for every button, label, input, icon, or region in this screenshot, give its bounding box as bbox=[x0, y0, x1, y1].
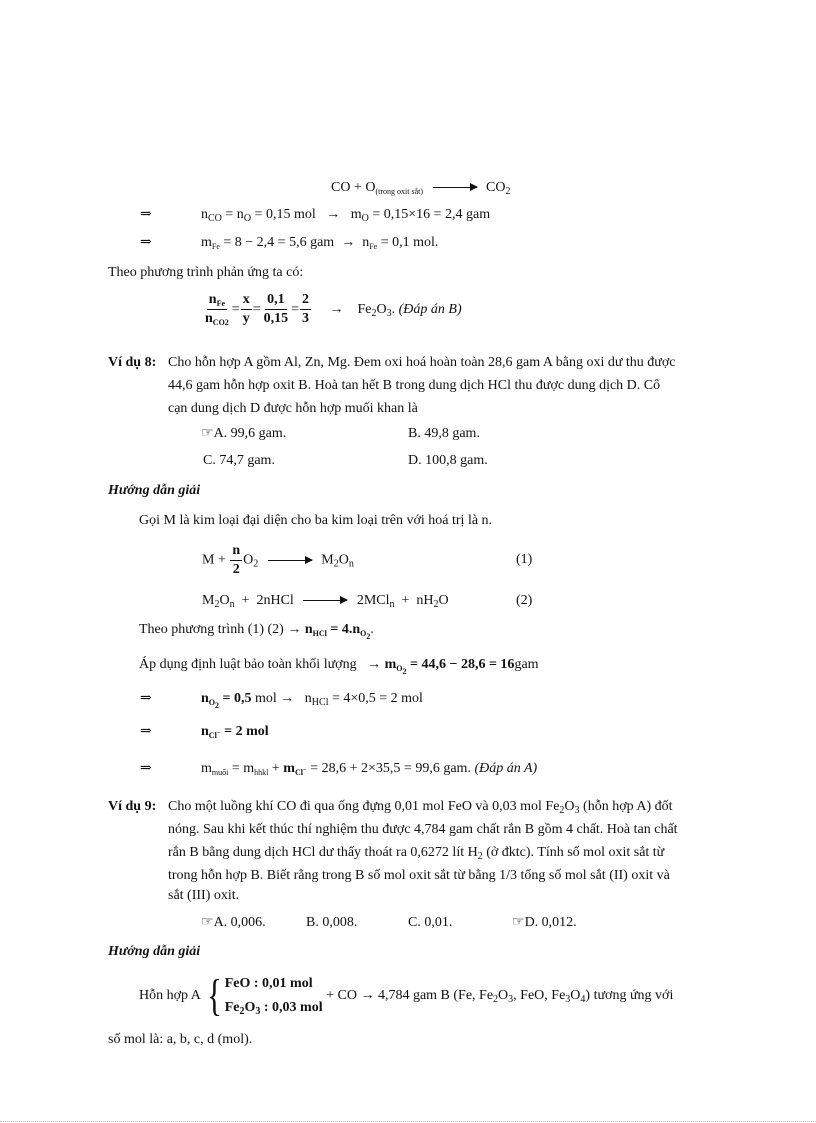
solution-heading-8: Hướng dẫn giải bbox=[108, 483, 201, 498]
implies-line-5 bbox=[140, 759, 152, 779]
last-line: số mol là: a, b, c, d (mol). bbox=[108, 1032, 253, 1047]
ratio-formula: $\frac{n_{Fe}}{n_{CO2}}$ = $\frac{x}{y}$ = $\frac{0,1}{0,15}$ = $\frac{2}{3}$ → $Fe_2O_3$. (Đáp án B) bbox=[205, 292, 462, 328]
ap-dung: Áp dụng định luật bảo toàn khối lượng → $m_{O_2} = 44,6 - 28,6 = 16gam$ bbox=[139, 657, 539, 676]
calc-n-o2: $n_{O_2} = 0,5$ mol → $n_{HCl} = 4\times 0,5 = 2$ mol bbox=[201, 691, 423, 710]
example-9-line-5: sắt (III) oxit. bbox=[168, 888, 240, 903]
option-b: B. 49,8 gam. bbox=[408, 426, 480, 441]
theo-text: Theo phương trình phản ứng ta có: bbox=[108, 265, 304, 280]
reaction-co: CO + $O_{(trong oxit sắt)}$ $CO_2$ bbox=[331, 180, 511, 197]
equation-2-number: (2) bbox=[516, 593, 533, 608]
arrow-icon bbox=[268, 560, 312, 561]
solution-heading-9: Hướng dẫn giải bbox=[108, 944, 201, 959]
option-a: ☞A. 99,6 gam. bbox=[201, 426, 287, 441]
option-c-9: C. 0,01. bbox=[408, 915, 453, 930]
example-8-label: Ví dụ 8: bbox=[108, 355, 157, 370]
implies-icon: ⇒ bbox=[140, 724, 152, 739]
example-8-line-2: 44,6 gam hỗn hợp oxit B. Hoà tan hết B trong dung dịch HCl thu được dung dịch D. Cô bbox=[168, 378, 661, 393]
implies-line-4 bbox=[140, 722, 152, 742]
example-8-line-1: Cho hỗn hợp A gồm Al, Zn, Mg. Đem oxi hoá hoàn toàn 28,6 gam A bằng oxi dư thu được bbox=[168, 355, 676, 370]
correct-mark-icon: ☞ bbox=[201, 426, 214, 441]
arrow-icon bbox=[303, 600, 347, 601]
example-9-line-2: nóng. Sau khi kết thúc thí nghiệm thu được 4,784 gam chất rắn B gồm 4 chất. Hoà tan chất bbox=[168, 822, 678, 837]
calc-m-fe: $m_{Fe} = 8 - 2,4 = 5,6$ gam → $n_{Fe} = 0,1$ mol. bbox=[201, 235, 439, 251]
page-bottom-divider bbox=[0, 1121, 816, 1122]
example-9-line-1: Cho một luồng khí CO đi qua ống đựng 0,01 mol FeO và 0,03 mol $Fe_2O_3$ (hỗn hợp A) đốt bbox=[168, 799, 673, 816]
option-a-9: ☞A. 0,006. bbox=[201, 915, 266, 930]
example-9-line-3: rắn B bằng dung dịch HCl dư thấy thoát ra 0,6272 lít $H_2$ (ở đktc). Tính số mol oxit sắt từ bbox=[168, 845, 665, 862]
implies-icon: ⇒ bbox=[140, 207, 152, 222]
implies-icon: ⇒ bbox=[140, 691, 152, 706]
implies-icon: ⇒ bbox=[140, 235, 152, 250]
implies-line-2 bbox=[140, 233, 152, 253]
calc-n-o: $n_{CO} = n_O = 0,15$ mol → $m_O = 0,15\times 16 = 2,4$ gam bbox=[201, 207, 491, 224]
correct-mark-icon: ☞ bbox=[512, 915, 525, 930]
option-d-9: ☞D. 0,012. bbox=[512, 915, 577, 930]
theo-pt: Theo phương trình (1) $(2) \to n_{HCl} = 4.n_{O_2}$. bbox=[139, 622, 374, 641]
implies-icon: ⇒ bbox=[140, 761, 152, 776]
calc-n-cl: $n_{Cl^-} = 2$ mol bbox=[201, 724, 269, 740]
example-9-line-4: trong hỗn hợp B. Biết rằng trong B số mol oxit sắt từ bằng 1/3 tổng số mol sắt (II) oxit và bbox=[168, 868, 670, 883]
arrow-icon bbox=[433, 187, 477, 188]
example-9-label: Ví dụ 9: bbox=[108, 799, 157, 814]
mixture-system: Hỗn hợp A { FeO : 0,01 mol $Fe_2O_3$ : 0,03 mol + CO → 4,784 gam B (Fe, $Fe_2O_3$, FeO, $Fe_3O_4$) tương ứng với bbox=[139, 970, 674, 1020]
option-b-9: B. 0,008. bbox=[306, 915, 358, 930]
implies-line-1 bbox=[140, 205, 152, 225]
option-d: D. 100,8 gam. bbox=[408, 453, 488, 468]
implies-line-3 bbox=[140, 689, 152, 709]
goi-text: Gọi M là kim loại đại diện cho ba kim loại trên với hoá trị là n. bbox=[139, 513, 493, 528]
calc-muoi: $m_{muối} = m_{hhkl} + m_{Cl^-} = 28,6 + 2\times 35,5 = 99,6$ gam. (Đáp án A) bbox=[201, 761, 538, 777]
equation-1: M + $\frac{n}{2}$ $O_2$ $M_2O_n$ bbox=[202, 543, 354, 577]
equation-2: $M_2O_n$ + 2nHCl $2MCl_n + nH_2O$ bbox=[202, 593, 449, 610]
brace-icon: { bbox=[206, 970, 222, 1020]
example-8-line-3: cạn dung dịch D được hỗn hợp muối khan là bbox=[168, 401, 418, 416]
equation-1-number: (1) bbox=[516, 552, 533, 567]
correct-mark-icon: ☞ bbox=[201, 915, 214, 930]
option-c: C. 74,7 gam. bbox=[203, 453, 275, 468]
